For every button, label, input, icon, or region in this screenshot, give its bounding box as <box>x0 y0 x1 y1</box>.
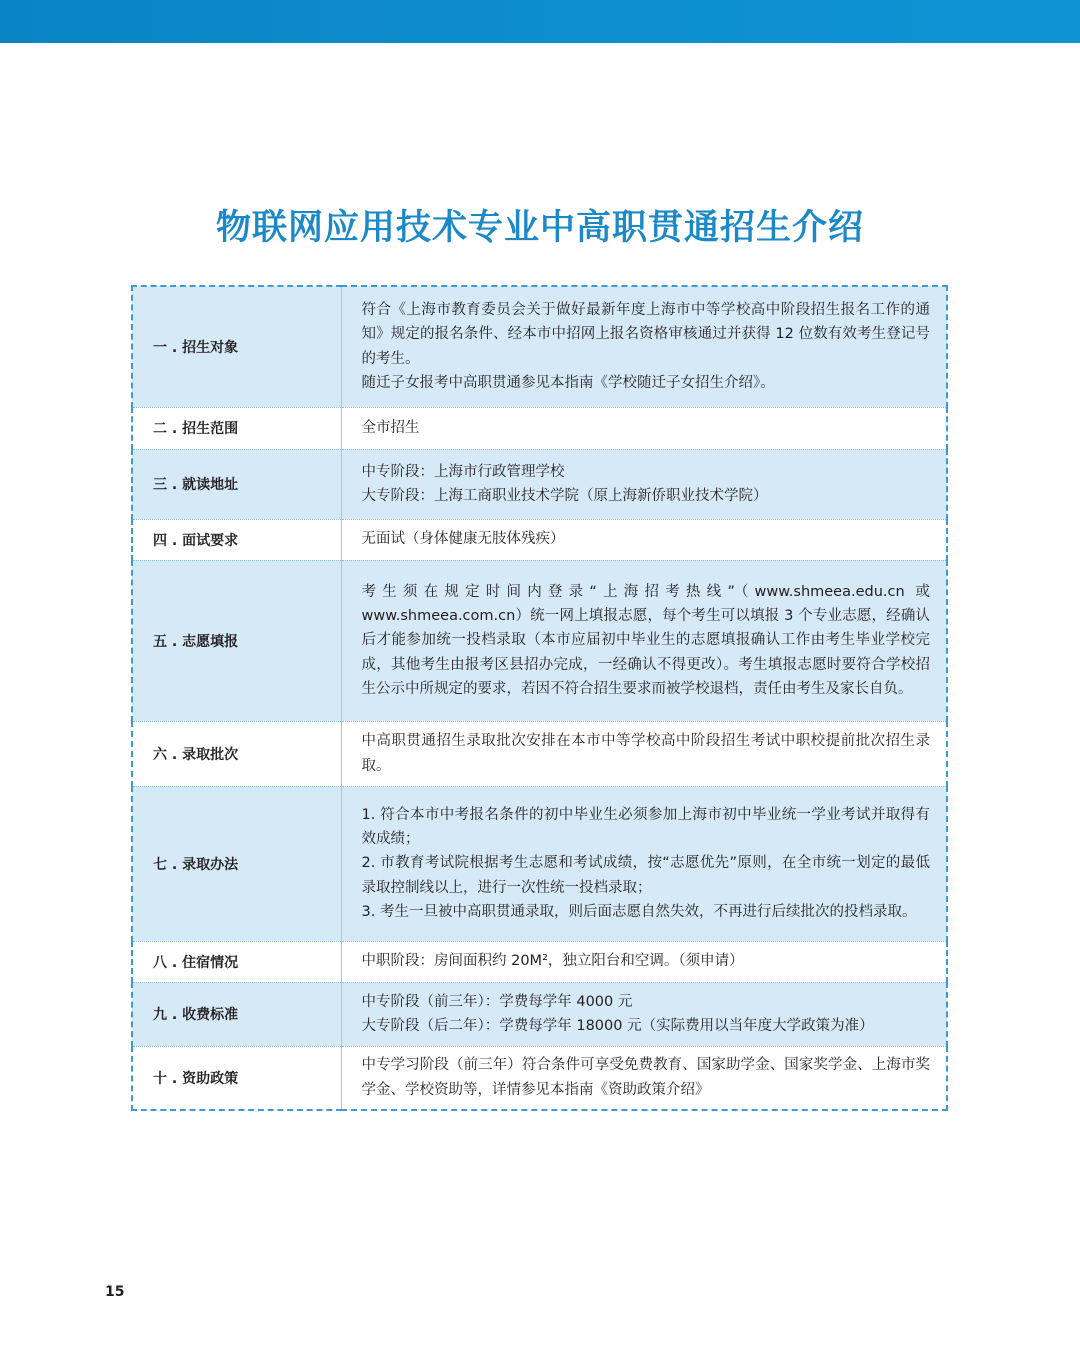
row-value-fee-standard <box>341 982 947 1046</box>
row-label-admission-scope: 二 . 招生范围 <box>132 407 341 449</box>
row-value-admission-scope <box>341 407 947 449</box>
table-row <box>132 941 947 982</box>
row-value-admission-batch <box>341 721 947 786</box>
row-label-financial-aid: 十 . 资助政策 <box>132 1046 341 1110</box>
table-row <box>132 982 947 1046</box>
admission-info-table <box>131 285 948 1111</box>
row-value-financial-aid <box>341 1046 947 1110</box>
row-label-accommodation: 八 . 住宿情况 <box>132 941 341 982</box>
table-row <box>132 519 947 560</box>
top-banner-bar <box>0 0 1080 43</box>
value-line: 全市招生 <box>361 419 420 436</box>
value-line: 中高职贯通招生录取批次安排在本市中等学校高中阶段招生考试中职校提前批次招生录取。 <box>361 733 930 774</box>
value-line: 考生须在规定时间内登录“上海招考热线”（www.shmeea.edu.cn 或 www.shmeea.com.cn）统一网上填报志愿，每个考生可以填报 3 个专业志愿，经确认后才能参加统一投档录取（本市应届初中毕业生的志愿填报确认工作由考生毕业学校完成，其他考生由报考区县招办完成，一经确认不得更改）。考生填报志愿时要符合学校招生公示中所规定的要求，若因不符合招生要求而被学校退档，责任由考生及家长自负。 <box>361 583 930 697</box>
table-row <box>132 560 947 721</box>
row-value-application-filling <box>341 560 947 721</box>
table-row <box>132 1046 947 1110</box>
value-line: 随迁子女报考中高职贯通参见本指南《学校随迁子女招生介绍》。 <box>361 375 775 392</box>
row-value-study-address <box>341 449 947 519</box>
value-line: 符合《上海市教育委员会关于做好最新年度上海市中等学校高中阶段招生报名工作的通知》规定的报名条件、经本市中招网上报名资格审核通过并获得 12 位数有效考生登记号的考生。 <box>361 302 930 367</box>
row-value-admission-target <box>341 286 947 407</box>
value-line: 3. 考生一旦被中高职贯通录取，则后面志愿自然失效，不再进行后续批次的投档录取。 <box>361 903 917 920</box>
table-row <box>132 286 947 407</box>
value-line: 2. 市教育考试院根据考生志愿和考试成绩，按“志愿优先”原则，在全市统一划定的最低录取控制线以上，进行一次性统一投档录取； <box>361 855 930 896</box>
table-row <box>132 449 947 519</box>
row-label-interview-requirement: 四 . 面试要求 <box>132 519 341 560</box>
table-row <box>132 721 947 786</box>
value-line: 中专阶段（前三年）：学费每学年 4000 元 <box>361 993 633 1010</box>
table-row <box>132 786 947 941</box>
value-line: 1. 符合本市中考报名条件的初中毕业生必须参加上海市初中毕业统一学业考试并取得有效成绩； <box>361 806 930 848</box>
value-line: 中专阶段：上海市行政管理学校 <box>361 463 565 480</box>
row-label-fee-standard: 九 . 收费标准 <box>132 982 341 1046</box>
table-row <box>132 407 947 449</box>
row-label-admission-target: 一 . 招生对象 <box>132 286 341 407</box>
row-value-admission-method <box>341 786 947 941</box>
row-label-study-address: 三 . 就读地址 <box>132 449 341 519</box>
page-title: 物联网应用技术专业中高职贯通招生介绍 <box>215 207 864 248</box>
value-line: 中职阶段：房间面积约 20M²，独立阳台和空调。（须申请） <box>361 953 744 970</box>
value-line: 大专阶段：上海工商职业技术学院（原上海新侨职业技术学院） <box>361 488 768 504</box>
row-label-admission-method: 七 . 录取办法 <box>132 786 341 941</box>
row-value-accommodation <box>341 941 947 982</box>
row-label-application-filling: 五 . 志愿填报 <box>132 560 341 721</box>
value-line: 大专阶段（后二年）：学费每学年 18000 元（实际费用以当年度大学政策为准） <box>361 1018 874 1034</box>
value-line: 无面试（身体健康无肢体残疾） <box>361 531 565 548</box>
page-number: 15 <box>105 1284 125 1300</box>
value-line: 中专学习阶段（前三年）符合条件可享受免费教育、国家助学金、国家奖学金、上海市奖学金、学校资助等，详情参见本指南《资助政策介绍》 <box>361 1057 930 1098</box>
row-label-admission-batch: 六 . 录取批次 <box>132 721 341 786</box>
row-value-interview-requirement <box>341 519 947 560</box>
